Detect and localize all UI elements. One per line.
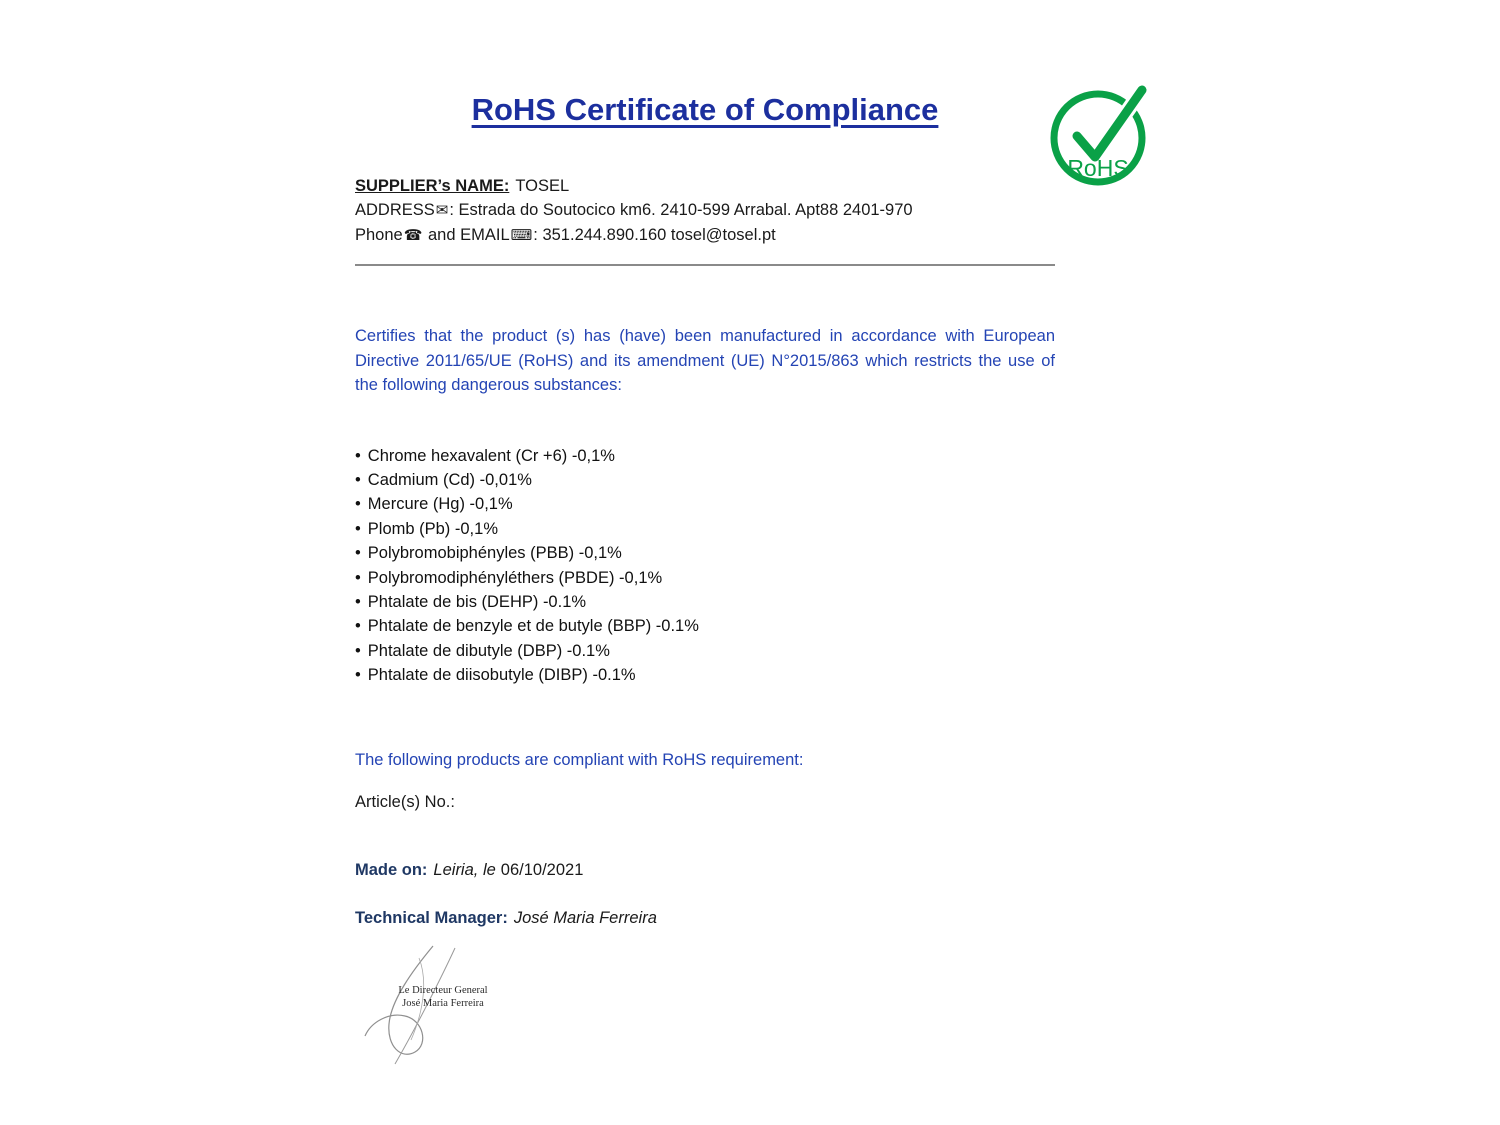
substances-list bbox=[355, 444, 1055, 688]
substance-text: Polybromobiphényles (PBB) -0,1% bbox=[367, 544, 622, 563]
substance-text: Phtalate de bis (DEHP) -0.1% bbox=[367, 592, 587, 611]
technical-manager-line bbox=[355, 906, 1055, 930]
document-content bbox=[355, 0, 1055, 1068]
substance-list-item bbox=[355, 492, 1055, 516]
substance-list-item bbox=[355, 468, 1055, 492]
made-on-date: 06/10/2021 bbox=[500, 860, 584, 879]
article-number-line: Article(s) No.: bbox=[355, 792, 455, 811]
signature-block bbox=[355, 944, 515, 1068]
substance-list-item bbox=[355, 614, 1055, 638]
bullet-icon: • bbox=[355, 617, 361, 636]
substance-text: Phtalate de dibutyle (DBP) -0.1% bbox=[367, 641, 610, 660]
substance-list-item bbox=[355, 663, 1055, 687]
envelope-icon: ✉ bbox=[435, 202, 449, 219]
supplier-name-label: SUPPLIER’s NAME: bbox=[355, 177, 510, 195]
bullet-icon: • bbox=[355, 470, 361, 489]
made-on-label: Made on: bbox=[355, 860, 428, 879]
substance-list-item bbox=[355, 639, 1055, 663]
technical-manager-name: José Maria Ferreira bbox=[513, 908, 657, 927]
bullet-icon: • bbox=[355, 641, 361, 660]
divider-line bbox=[355, 264, 1055, 266]
bullet-icon: • bbox=[355, 592, 361, 611]
signature-text bbox=[383, 984, 503, 1010]
phone-icon: ☎ bbox=[403, 227, 423, 244]
supplier-name-line bbox=[355, 174, 1055, 198]
bullet-icon: • bbox=[355, 666, 361, 685]
signature-line2: José Maria Ferreira bbox=[402, 997, 484, 1009]
bullet-icon: • bbox=[355, 495, 361, 514]
address-value: : Estrada do Soutocico km6. 2410-599 Arrabal. Apt88 2401-970 bbox=[449, 201, 913, 219]
substance-list-item bbox=[355, 566, 1055, 590]
bullet-icon: • bbox=[355, 519, 361, 538]
bullet-icon: • bbox=[355, 544, 361, 563]
bullet-icon: • bbox=[355, 568, 361, 587]
substance-text: Chrome hexavalent (Cr +6) -0,1% bbox=[367, 446, 615, 465]
made-on-line bbox=[355, 858, 1055, 882]
supplier-name-value: TOSEL bbox=[515, 177, 570, 195]
address-label: ADDRESS bbox=[355, 201, 435, 219]
supplier-address-line bbox=[355, 198, 1055, 223]
contact-value: : 351.244.890.160 tosel@tosel.pt bbox=[533, 226, 776, 244]
bullet-icon: • bbox=[355, 446, 361, 465]
substance-text: Mercure (Hg) -0,1% bbox=[367, 495, 513, 514]
substance-list-item bbox=[355, 541, 1055, 565]
rohs-logo bbox=[1050, 80, 1152, 190]
substance-text: Cadmium (Cd) -0,01% bbox=[367, 470, 532, 489]
substance-text: Polybromodiphényléthers (PBDE) -0,1% bbox=[367, 568, 663, 587]
substance-list-item bbox=[355, 444, 1055, 468]
supplier-contact-line bbox=[355, 223, 1055, 248]
made-on-place: Leiria, le bbox=[433, 860, 496, 879]
certifies-paragraph: Certifies that the product (s) has (have) been manufactured in accordance with European Directive 2011/65/UE (RoHS) and its amendment (UE) N°2015/863 which restricts the use of the following dangerous substances: bbox=[355, 327, 1055, 394]
page-title: RoHS Certificate of Compliance bbox=[471, 92, 939, 127]
and-email-label: and EMAIL bbox=[423, 226, 510, 244]
substance-list-item bbox=[355, 517, 1055, 541]
phone-label: Phone bbox=[355, 226, 403, 244]
computer-icon: ⌨ bbox=[510, 227, 533, 244]
substance-list-item bbox=[355, 590, 1055, 614]
substance-text: Plomb (Pb) -0,1% bbox=[367, 519, 498, 538]
signature-line1: Le Directeur General bbox=[398, 984, 488, 996]
compliance-statement: The following products are compliant with RoHS requirement: bbox=[355, 750, 804, 769]
logo-text: RoHS bbox=[1067, 155, 1129, 181]
substance-text: Phtalate de benzyle et de butyle (BBP) -0.1% bbox=[367, 617, 699, 636]
technical-manager-label: Technical Manager: bbox=[355, 908, 508, 927]
substance-text: Phtalate de diisobutyle (DIBP) -0.1% bbox=[367, 666, 636, 685]
supplier-block bbox=[355, 174, 1055, 248]
